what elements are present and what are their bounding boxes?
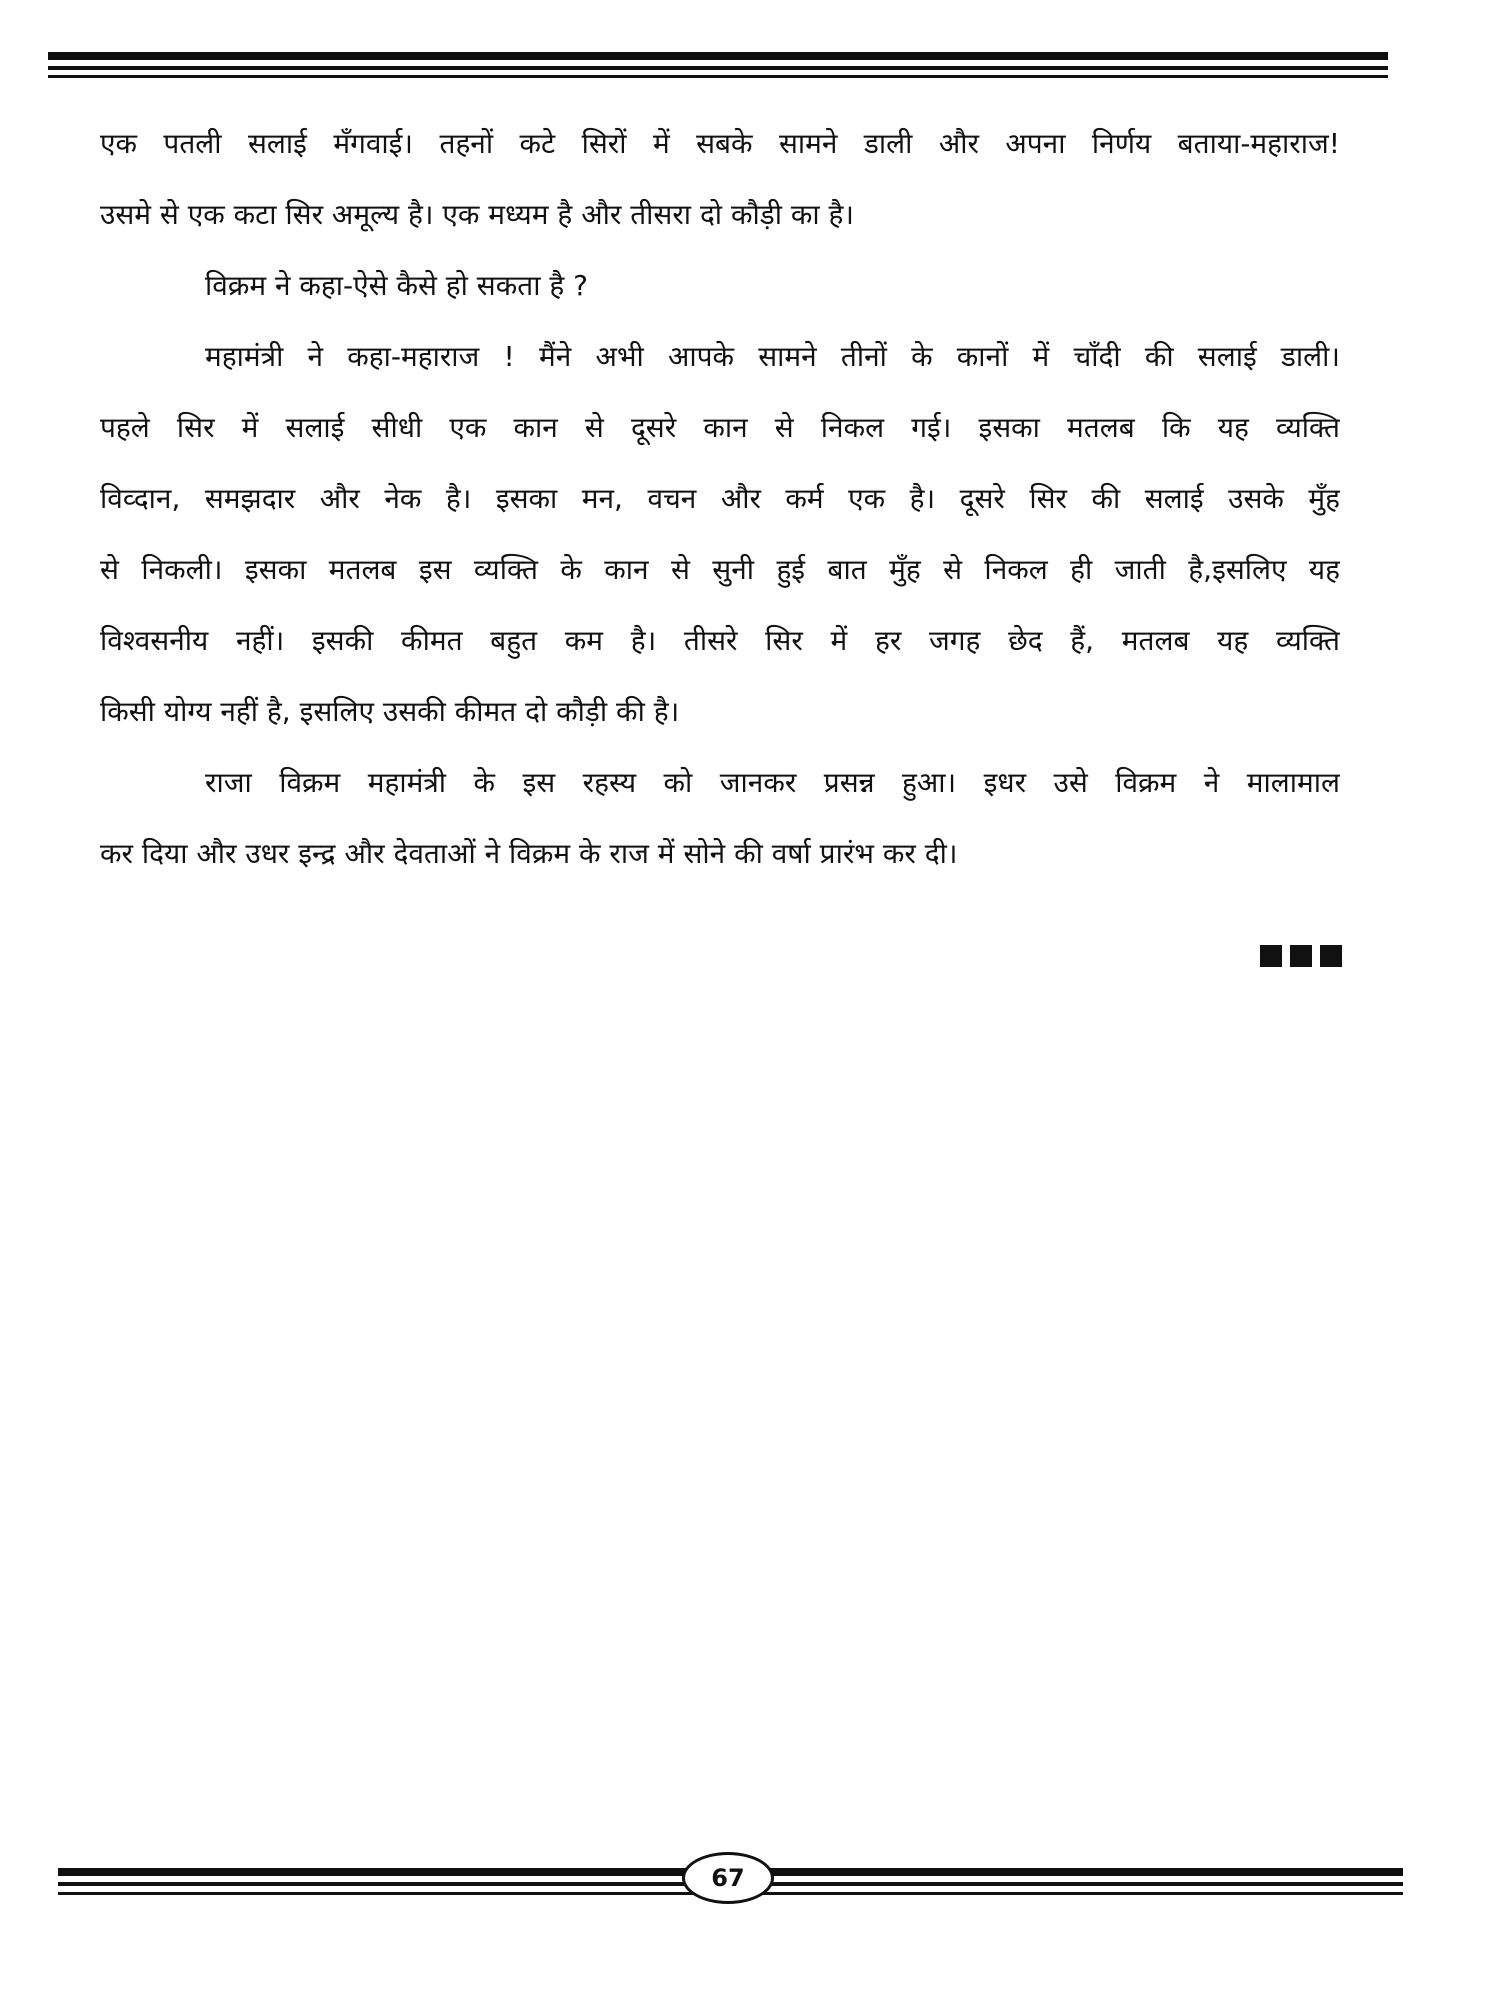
text-line-11: कर दिया और उधर इन्द्र और देवताओं ने विक्रम के राज में सोने की वर्षा प्रारंभ कर दी। — [100, 837, 958, 870]
text-line-10: राजा विक्रम महामंत्री के इस रहस्य को जानकर प्रसन्न हुआ। इधर उसे विक्रम ने मालामाल — [205, 766, 1340, 799]
header-rule-thin — [48, 66, 1388, 70]
body-text — [100, 108, 1340, 889]
text-line-9: किसी योग्य नहीं है, इसलिए उसकी कीमत दो कौड़ी की है। — [100, 695, 680, 728]
text-line-5: पहले सिर में सलाई सीधी एक कान से दूसरे कान से निकल गई। इसका मतलब कि यह व्यक्ति — [100, 411, 1340, 444]
end-square-icon — [1260, 945, 1282, 967]
text-line-1: एक पतली सलाई मँगवाई। तहनों कटे सिरों में सबके सामने डाली और अपना निर्णय बताया-महाराज! — [100, 127, 1340, 160]
text-line-7: से निकली। इसका मतलब इस व्यक्ति के कान से सुनी हुई बात मुँह से निकल ही जाती है,इसलिए यह — [100, 553, 1340, 586]
end-square-icon — [1290, 945, 1312, 967]
end-square-icon — [1320, 945, 1342, 967]
header-rule-thin-2 — [48, 75, 1388, 78]
header-rule-thick — [48, 52, 1388, 60]
text-line-8: विश्वसनीय नहीं। इसकी कीमत बहुत कम है। तीसरे सिर में हर जगह छेद हैं, मतलब यह व्यक्ति — [100, 624, 1340, 657]
text-line-2: उसमे से एक कटा सिर अमूल्य है। एक मध्यम है और तीसरा दो कौड़ी का है। — [100, 198, 854, 231]
section-end-marks — [1260, 945, 1342, 967]
page-number: 67 — [682, 1852, 774, 1904]
text-line-3: विक्रम ने कहा-ऐसे कैसे हो सकता है ? — [205, 269, 588, 302]
text-line-6: विव्दान, समझदार और नेक है। इसका मन, वचन और कर्म एक है। दूसरे सिर की सलाई उसके मुँह — [100, 482, 1340, 515]
text-line-4: महामंत्री ने कहा-महाराज ! मैंने अभी आपके सामने तीनों के कानों में चाँदी की सलाई डाली। — [205, 340, 1340, 373]
